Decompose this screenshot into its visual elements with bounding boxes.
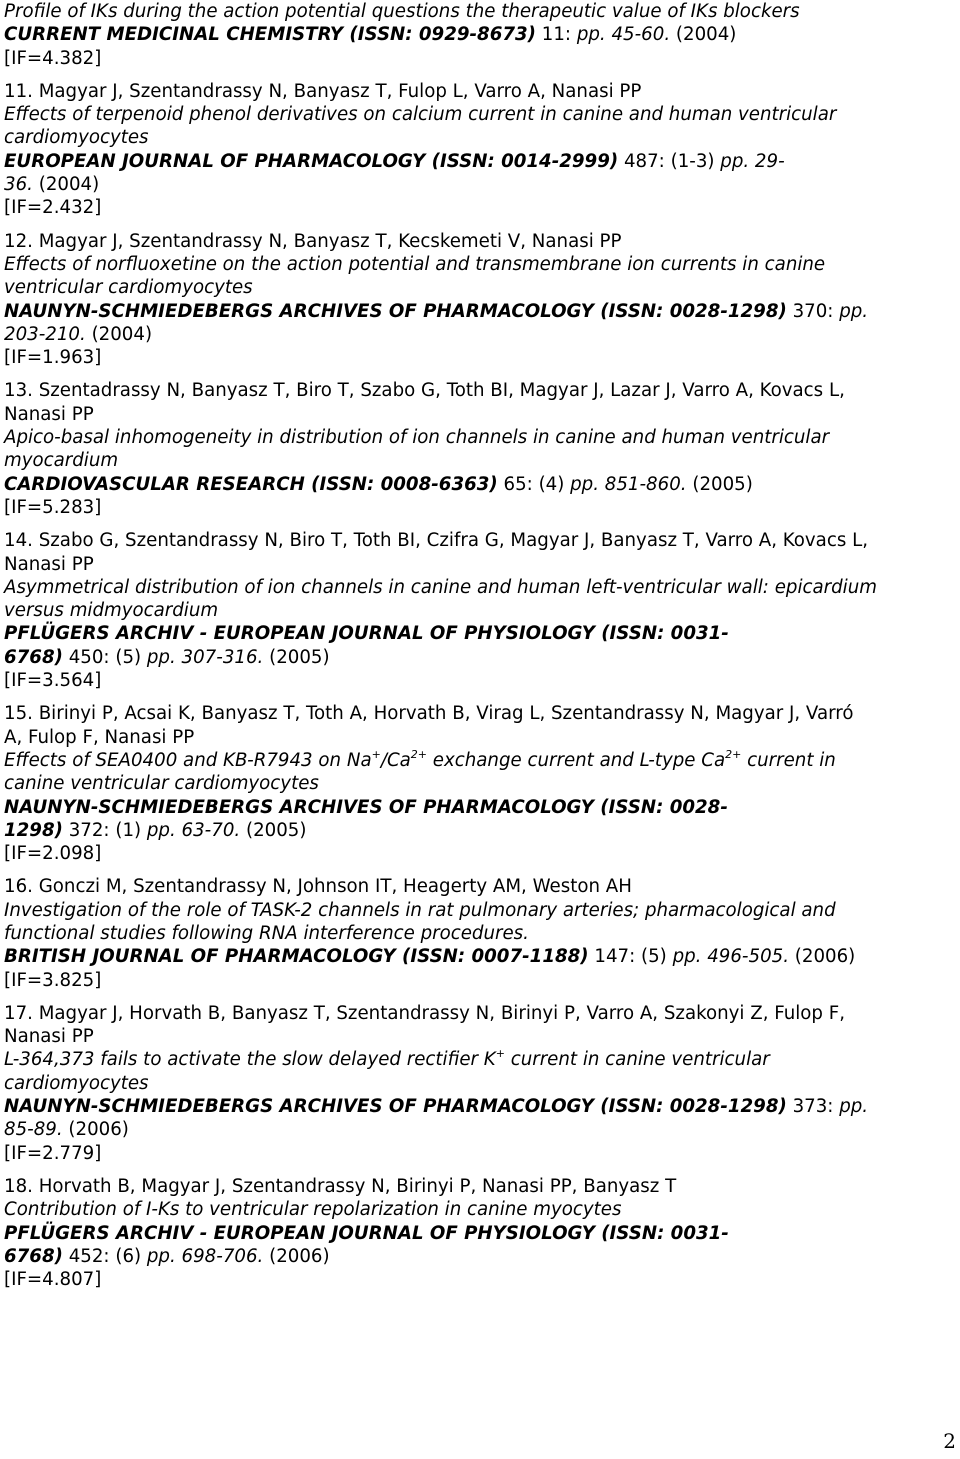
publication-citation: NAUNYN-SCHMIEDEBERGS ARCHIVES OF PHARMACOLOGY (ISSN: 0028-1298) 370: pp. (4, 300, 869, 322)
impact-factor: [IF=3.825] (4, 969, 102, 991)
publication-entry-16 (4, 875, 956, 991)
publication-authors-cont: Nanasi PP (4, 1026, 94, 1048)
publication-citation: EUROPEAN JOURNAL OF PHARMACOLOGY (ISSN: 0014-2999) 487: (1-3) pp. 29- (4, 150, 785, 172)
publication-authors: 11. Magyar J, Szentandrassy N, Banyasz T, Fulop L, Varro A, Nanasi PP (4, 80, 642, 102)
publication-entry-18 (4, 1175, 956, 1291)
publication-authors-cont: A, Fulop F, Nanasi PP (4, 726, 195, 748)
publication-citation: 1298) 372: (1) pp. 63-70. (2005) (4, 819, 307, 841)
publication-citation: 6768) 452: (6) pp. 698-706. (2006) (4, 1245, 330, 1267)
publication-entry-12 (4, 230, 956, 370)
publication-journal: PFLÜGERS ARCHIV - EUROPEAN JOURNAL OF PHYSIOLOGY (ISSN: 0031- (4, 623, 729, 645)
publication-entry-15 (4, 702, 956, 865)
publication-title: Asymmetrical distribution of ion channels in canine and human left-ventricular wall: epicardium (4, 576, 877, 598)
publication-authors: 17. Magyar J, Horvath B, Banyasz T, Szentandrassy N, Birinyi P, Varro A, Szakonyi Z, Fulop F, (4, 1002, 846, 1024)
publication-citation: BRITISH JOURNAL OF PHARMACOLOGY (ISSN: 0007-1188) 147: (5) pp. 496-505. (2006) (4, 946, 856, 968)
impact-factor: [IF=3.564] (4, 670, 102, 692)
publication-authors: 15. Birinyi P, Acsai K, Banyasz T, Toth A, Horvath B, Virag L, Szentandrassy N, Magyar J, Varró (4, 703, 854, 725)
impact-factor: [IF=1.963] (4, 347, 102, 369)
publication-title-cont: myocardium (4, 450, 119, 472)
publication-title: Effects of terpenoid phenol derivatives on calcium current in canine and human ventricular (4, 104, 837, 126)
impact-factor: [IF=2.432] (4, 197, 102, 219)
publication-citation-cont: 85-89. (2006) (4, 1119, 129, 1141)
publication-title: Effects of SEA0400 and KB-R7943 on $Na^+/Ca^{2+}$ exchange current and L-type $Ca^{2+}$ current in (4, 747, 836, 771)
publication-citation: CARDIOVASCULAR RESEARCH (ISSN: 0008-6363) 65: (4) pp. 851-860. (2005) (4, 473, 753, 495)
impact-factor: [IF=4.382] (4, 47, 102, 69)
publication-title: Profile of IKs during the action potential questions the therapeutic value of IKs blockers (4, 1, 800, 22)
publication-title: Investigation of the role of TASK-2 channels in rat pulmonary arteries; pharmacological and (4, 899, 836, 921)
publication-title-cont: cardiomyocytes (4, 1072, 149, 1094)
publication-title-cont: ventricular cardiomyocytes (4, 277, 253, 299)
impact-factor: [IF=5.283] (4, 496, 102, 518)
publication-authors: 12. Magyar J, Szentandrassy N, Banyasz T, Kecskemeti V, Nanasi PP (4, 230, 622, 252)
publication-title: Apico-basal inhomogeneity in distribution of ion channels in canine and human ventricular (4, 427, 830, 449)
publication-authors: 16. Gonczi M, Szentandrassy N, Johnson IT, Heagerty AM, Weston AH (4, 876, 632, 898)
publication-authors: 13. Szentadrassy N, Banyasz T, Biro T, Szabo G, Toth BI, Magyar J, Lazar J, Varro A, Kovacs L, (4, 380, 845, 402)
publication-citation: 6768) 450: (5) pp. 307-316. (2005) (4, 646, 330, 668)
publication-authors-cont: Nanasi PP (4, 553, 94, 575)
publication-entry-carry-over (4, 0, 956, 70)
publication-authors: 18. Horvath B, Magyar J, Szentandrassy N, Birinyi P, Nanasi PP, Banyasz T (4, 1175, 677, 1197)
impact-factor: [IF=2.098] (4, 843, 102, 865)
publication-authors: 14. Szabo G, Szentandrassy N, Biro T, Toth BI, Czifra G, Magyar J, Banyasz T, Varro A, Kovacs L, (4, 530, 868, 552)
publication-title-cont: cardiomyocytes (4, 127, 149, 149)
publication-title-cont: functional studies following RNA interference procedures. (4, 922, 529, 944)
publication-entry-13 (4, 379, 956, 519)
impact-factor: [IF=2.779] (4, 1142, 102, 1164)
publication-citation-cont: 36. (2004) (4, 174, 100, 196)
publication-list (4, 0, 956, 1301)
publication-journal: NAUNYN-SCHMIEDEBERGS ARCHIVES OF PHARMACOLOGY (ISSN: 0028- (4, 796, 728, 818)
publication-title: Effects of norfluoxetine on the action potential and transmembrane ion currents in canine (4, 253, 826, 275)
publication-citation-cont: 203-210. (2004) (4, 323, 153, 345)
publication-authors-cont: Nanasi PP (4, 403, 94, 425)
publication-entry-14 (4, 529, 956, 692)
publication-title-cont: canine ventricular cardiomyocytes (4, 773, 319, 795)
publication-title: L-364,373 fails to activate the slow delayed rectifier K+ current in canine ventricular (4, 1047, 770, 1071)
publication-journal: PFLÜGERS ARCHIV - EUROPEAN JOURNAL OF PHYSIOLOGY (ISSN: 0031- (4, 1222, 729, 1244)
impact-factor: [IF=4.807] (4, 1269, 102, 1291)
publication-title: Contribution of I-Ks to ventricular repolarization in canine myocytes (4, 1199, 622, 1221)
publication-title-cont: versus midmyocardium (4, 600, 219, 622)
publication-entry-11 (4, 80, 956, 220)
publication-citation: NAUNYN-SCHMIEDEBERGS ARCHIVES OF PHARMACOLOGY (ISSN: 0028-1298) 373: pp. (4, 1096, 869, 1118)
page-number: 2 (943, 1428, 956, 1453)
publication-citation: CURRENT MEDICINAL CHEMISTRY (ISSN: 0929-8673) 11: pp. 45-60. (2004) (4, 24, 737, 46)
publication-entry-17 (4, 1002, 956, 1165)
